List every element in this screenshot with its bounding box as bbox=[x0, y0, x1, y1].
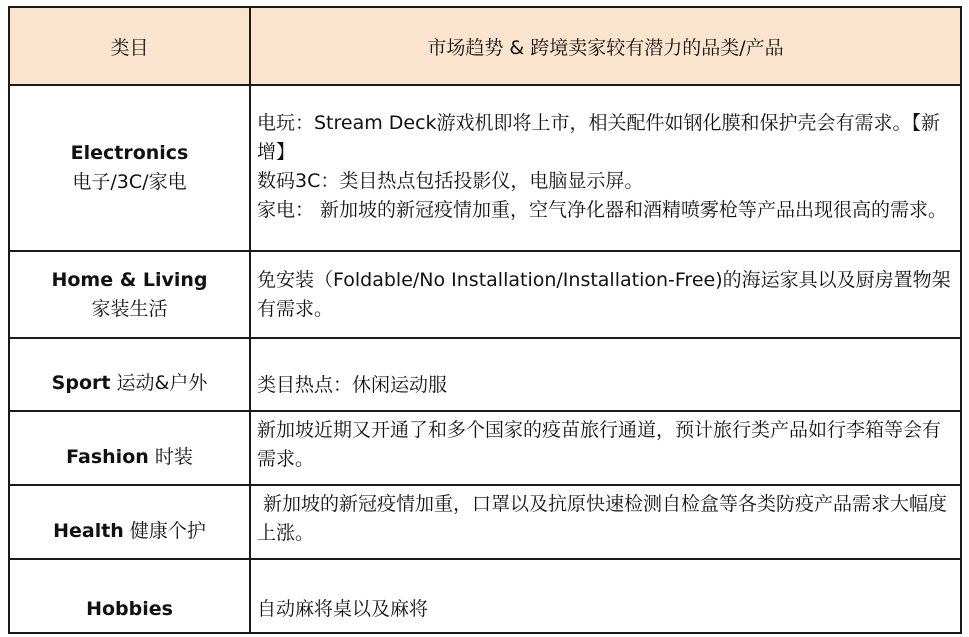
table-row bbox=[9, 85, 961, 251]
header-trend: 市场趋势 & 跨境卖家较有潜力的品类/产品 bbox=[250, 7, 961, 85]
trend-line: 自动麻将桌以及麻将 bbox=[257, 598, 429, 620]
category-cn: 运动&户外 bbox=[116, 372, 208, 394]
trend-line: 免安装（Foldable/No Installation/Installation-Free)的海运家具以及厨房置物架有需求。 bbox=[257, 269, 951, 320]
trend-line: 电玩：Stream Deck游戏机即将上市，相关配件如钢化膜和保护壳会有需求。【新增】 bbox=[257, 112, 941, 163]
table-header-row bbox=[9, 7, 961, 85]
category-en: Electronics bbox=[70, 142, 189, 164]
table-row bbox=[9, 251, 961, 338]
category-cn: 时装 bbox=[154, 446, 193, 468]
table-row bbox=[9, 338, 961, 411]
category-en: Hobbies bbox=[86, 598, 173, 620]
trend-cell bbox=[250, 85, 961, 251]
trend-line: 家电： 新加坡的新冠疫情加重，空气净化器和酒精喷雾枪等产品出现很高的需求。 bbox=[257, 199, 948, 221]
trend-cell bbox=[250, 251, 961, 338]
category-cell bbox=[9, 85, 250, 251]
category-trend-table bbox=[8, 6, 962, 634]
category-cell bbox=[9, 559, 250, 633]
trend-cell bbox=[250, 338, 961, 411]
category-en: Home & Living bbox=[51, 268, 208, 291]
trend-cell bbox=[250, 411, 961, 485]
trend-cell bbox=[250, 559, 961, 633]
category-cn: 家装生活 bbox=[91, 297, 168, 320]
trend-line: 类目热点：休闲运动服 bbox=[257, 374, 448, 396]
category-cell bbox=[9, 485, 250, 559]
category-cell bbox=[9, 411, 250, 485]
table-row bbox=[9, 485, 961, 559]
trend-line: 新加坡的新冠疫情加重，口罩以及抗原快速检测自检盒等各类防疫产品需求大幅度上涨。 bbox=[257, 493, 948, 544]
category-en: Sport bbox=[51, 372, 111, 394]
table-row bbox=[9, 411, 961, 485]
table-row bbox=[9, 559, 961, 633]
header-category: 类目 bbox=[9, 7, 250, 85]
category-cn: 电子/3C/家电 bbox=[72, 171, 187, 193]
trend-line: 数码3C：类目热点包括投影仪，电脑显示屏。 bbox=[257, 170, 644, 192]
trend-line: 新加坡近期又开通了和多个国家的疫苗旅行通道，预计旅行类产品如行李箱等会有需求。 bbox=[257, 419, 942, 470]
category-cell bbox=[9, 338, 250, 411]
category-cn: 健康个护 bbox=[129, 520, 206, 542]
category-en: Fashion bbox=[66, 446, 149, 468]
category-cell bbox=[9, 251, 250, 338]
category-en: Health bbox=[53, 520, 124, 542]
trend-cell bbox=[250, 485, 961, 559]
